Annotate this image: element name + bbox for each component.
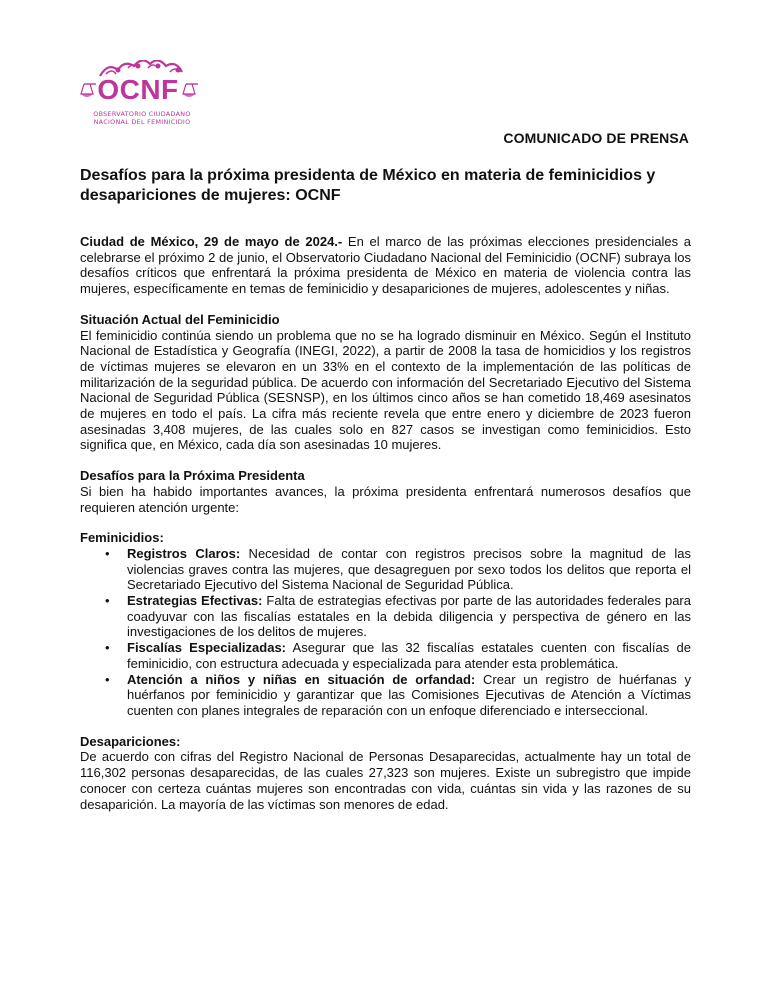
spacer: [80, 515, 691, 530]
desafios-paragraph: Si bien ha habido importantes avances, la próxima presidenta enfrentará numerosos desafíos que requieren atención urgente:: [80, 483, 691, 515]
logo-name: OCNF: [97, 74, 179, 105]
intro-paragraph: [80, 234, 691, 297]
list-item-text: Asegurar que las 32 fiscalías estatales cuenten con fiscalías de feminicidio, con estructura adecuada y especializada para atender esta problemática.: [127, 640, 691, 671]
section-heading-feminicidios: Feminicidios:: [80, 530, 164, 546]
list-item: [127, 640, 691, 671]
list-item-lead: Estrategias Efectivas:: [127, 593, 263, 609]
list-item-text: Falta de estrategias efectivas por parte de las autoridades federales para coadyuvar con las fiscalías estatales en la debida diligencia y perspectiva de género en las investigaciones de los delitos de mujeres.: [127, 593, 691, 640]
list-item-text: Crear un registro de huérfanas y huérfanos por feminicidio y garantizar que las Comisiones Ejecutivas de Atención a Víctimas cuenten con planes integrales de reparación con un enfoque diferenciado e interseccional.: [127, 671, 691, 718]
section-heading-desafios: Desafíos para la Próxima Presidenta: [80, 468, 305, 484]
list-item-lead: Registros Claros:: [127, 545, 241, 561]
spacer: [80, 297, 691, 312]
dateline: Ciudad de México, 29 de mayo de 2024.-: [80, 234, 343, 249]
list-item-text: Necesidad de contar con registros precisos sobre la magnitud de las violencias graves contra las mujeres, que desagreguen por sexo todos los delitos que reporta el Secretariado Ejecutivo del Sistema Nacional de Seguridad Pública.: [127, 545, 691, 593]
section-heading-desapariciones: Desapariciones:: [80, 733, 181, 749]
spacer: [80, 453, 691, 468]
section-heading-situacion: Situación Actual del Feminicidio: [80, 311, 280, 327]
list-item-lead: Atención a niños y niñas en situación de orfandad:: [127, 671, 476, 687]
situacion-paragraph: El feminicidio continúa siendo un problema que no se ha logrado disminuir en México. Según el Instituto Nacional de Estadística y Geografía (INEGI, 2022), a partir de 2008 la tasa de homicidios y los registros de víctimas mujeres se elevaron en un 33% en el contexto de la implementación de las políticas de militarización de la seguridad pública. De acuerdo con información del Secretariado Ejecutivo del Sistema Nacional de Seguridad Pública (SESNSP), en los últimos cinco años se han cometido 18,469 asesinatos de mujeres en todo el país. La cifra más reciente revela que entre enero y diciembre de 2023 fueron asesinadas 3,408 mujeres, de las cuales solo en 827 casos se investigan como feminicidios. Esto significa que, en México, cada día son asesinadas 10 mujeres.: [80, 327, 691, 453]
feminicidios-list: [80, 546, 691, 719]
list-item: [127, 672, 691, 719]
list-item: [127, 546, 691, 593]
ocnf-logo: [78, 60, 218, 142]
spacer: [80, 719, 691, 734]
logo-subtitle: OBSERVATORIO CIUDADANO NACIONAL DEL FEMINICIDIO: [93, 110, 191, 126]
desapariciones-paragraph: De acuerdo con cifras del Registro Nacional de Personas Desaparecidas, actualmente hay un total de 116,302 personas desaparecidas, de las cuales 27,323 son mujeres. Existe un subregistro que impide conocer con certeza cuántas mujeres son encontradas con vida, cuántas sin vida y las razones de su desaparición. La mayoría de las víctimas son menores de edad.: [80, 749, 691, 812]
list-item-lead: Fiscalías Especializadas:: [127, 640, 287, 656]
intro-text: En el marco de las próximas elecciones presidenciales a celebrarse el próximo 2 de junio, el Observatorio Ciudadano Nacional del Feminicidio (OCNF) subraya los desafíos críticos que enfrentará la próxima presidenta de México en materia de violencia contra las mujeres, específicamente en temas de feminicidio y desapariciones de mujeres, adolescentes y niñas.: [80, 234, 692, 297]
press-release-label: COMUNICADO DE PRENSA: [503, 130, 689, 146]
list-item: [127, 593, 691, 640]
headline: Desafíos para la próxima presidenta de México en materia de feminicidios y desapariciones de mujeres: OCNF: [80, 167, 656, 204]
document-body: [80, 234, 691, 812]
